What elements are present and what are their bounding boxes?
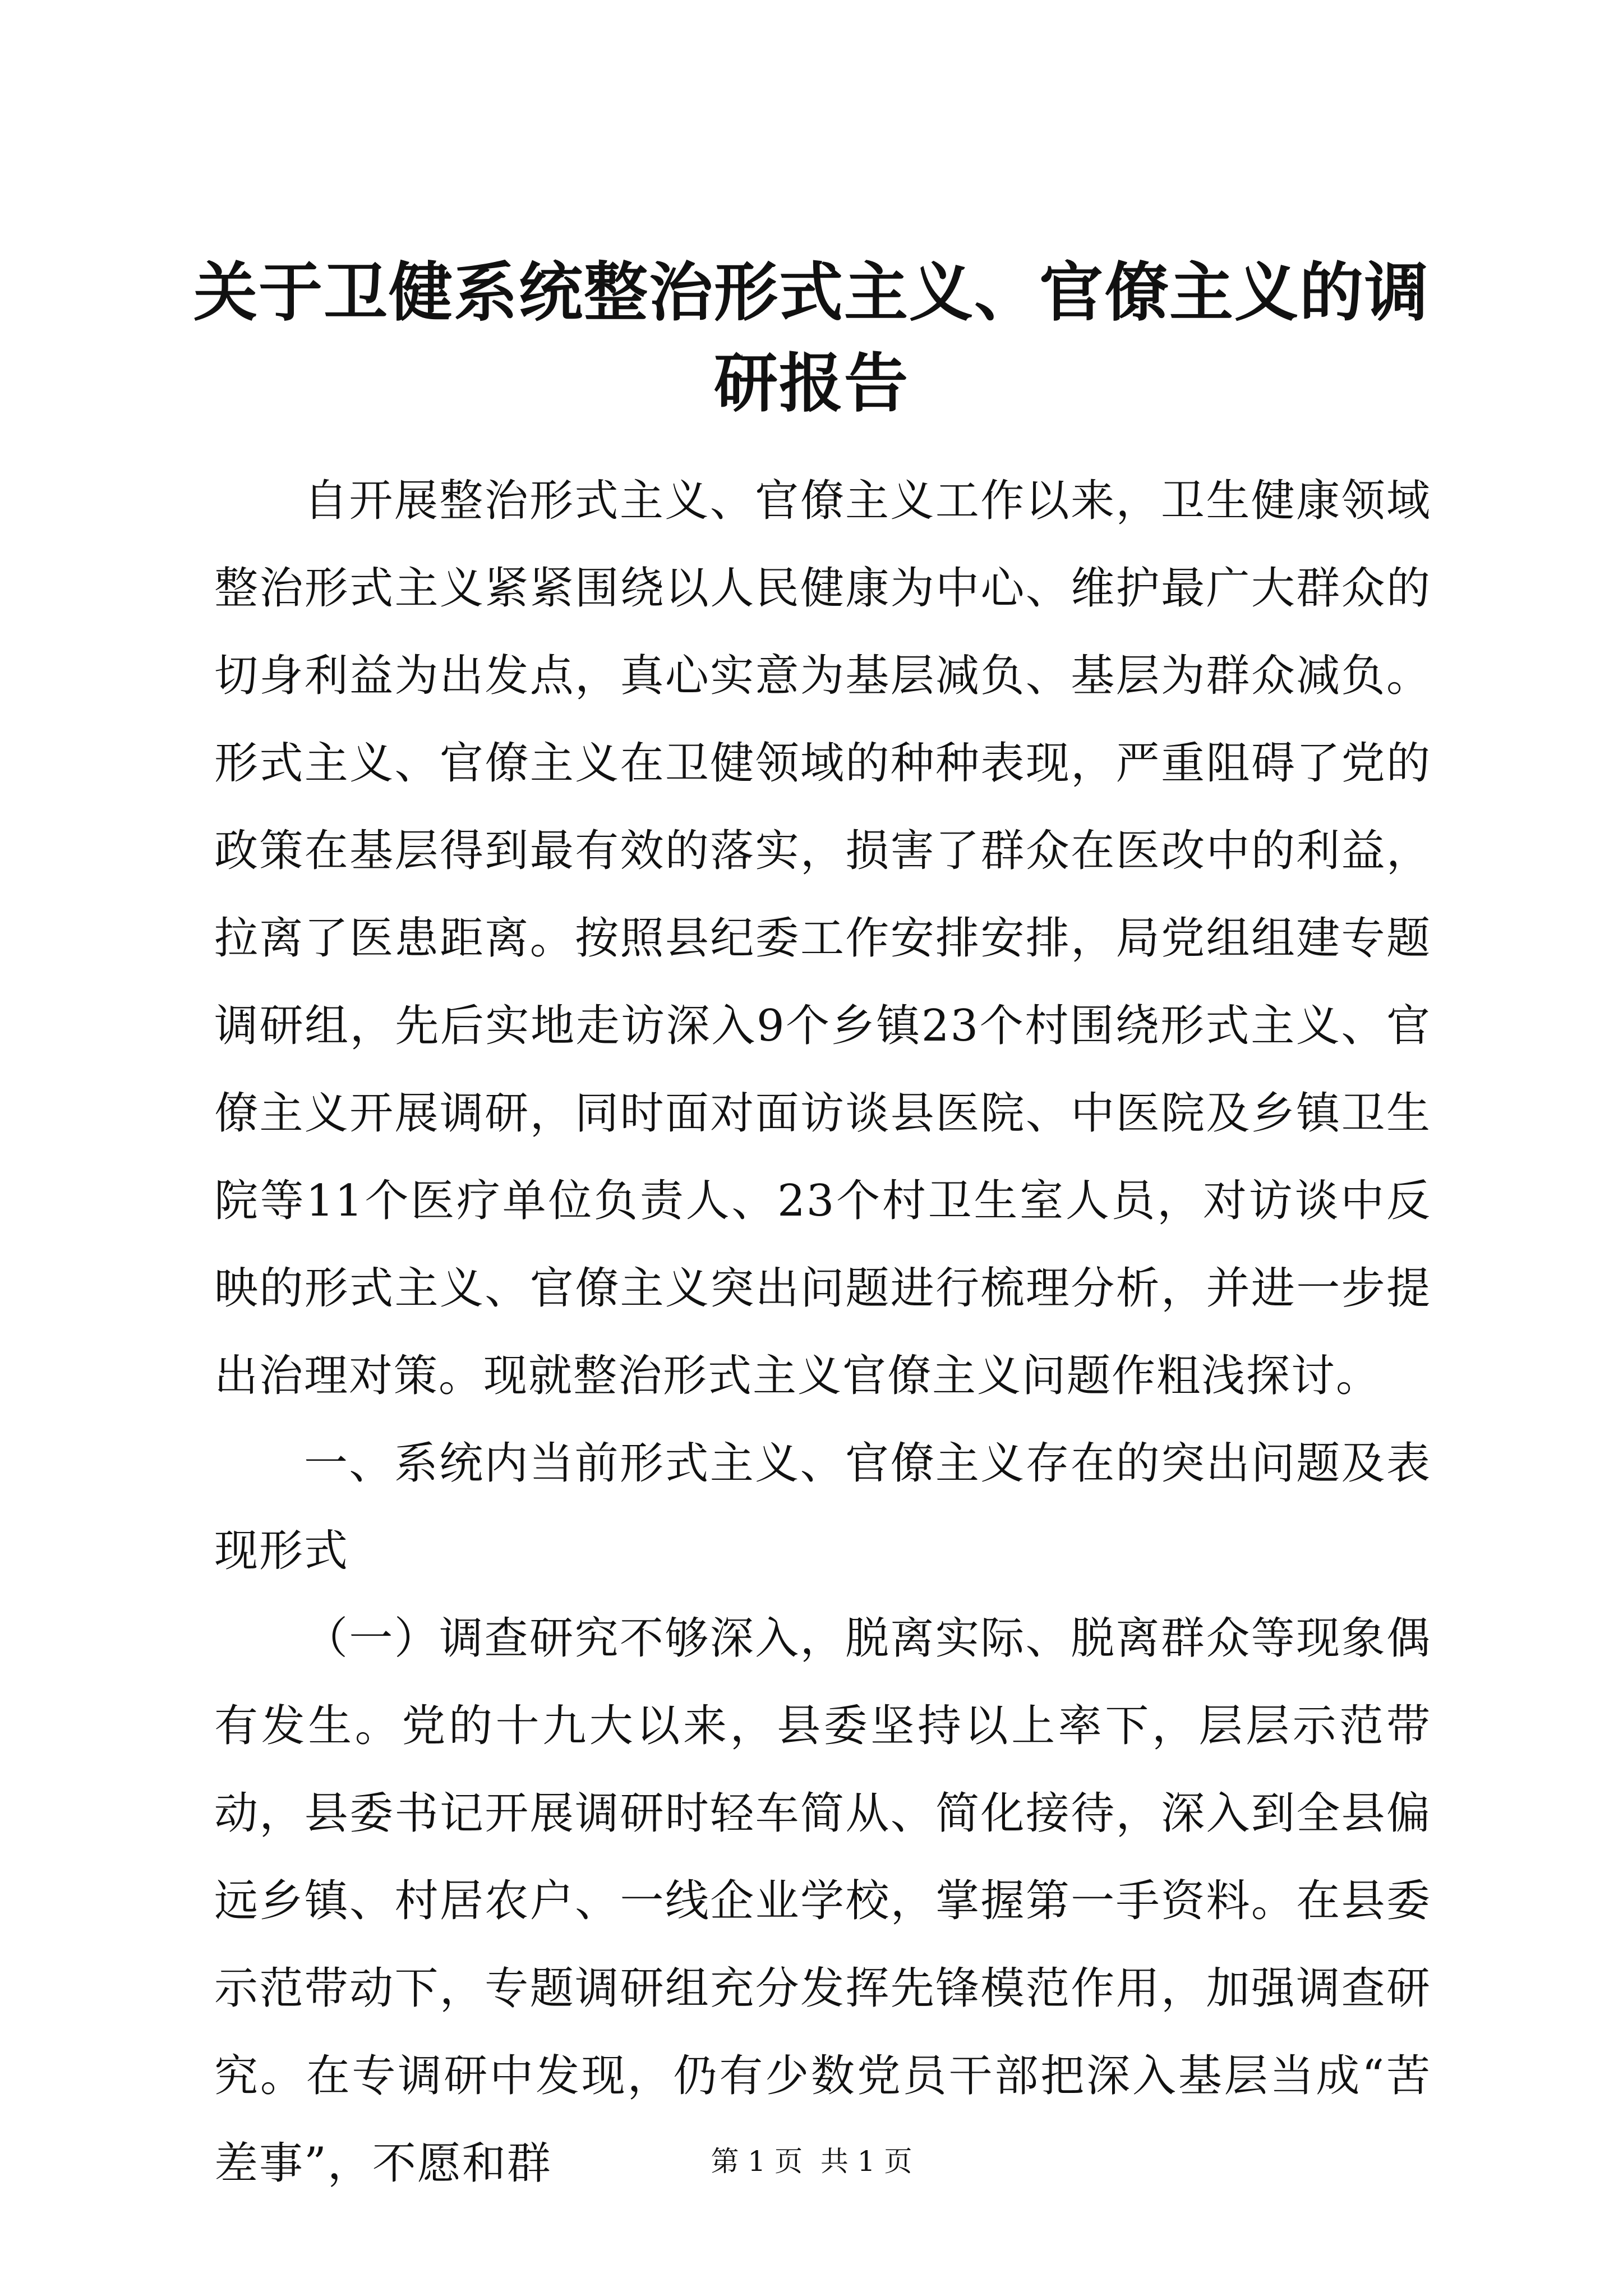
document-body	[214, 457, 1431, 2207]
document-title: 关于卫健系统整治形式主义、官僚主义的调研报告	[193, 255, 1430, 421]
body-paragraph: 自开展整治形式主义、官僚主义工作以来，卫生健康领域整治形式主义紧紧围绕以人民健康为中心、维护最广大群众的切身利益为出发点，真心实意为基层减负、基层为群众减负。形式主义、官僚主义在卫健领域的种种表现，严重阻碍了党的政策在基层得到最有效的落实，损害了群众在医改中的利益，拉离了医患距离。按照县纪委工作安排安排，局党组组建专题调研组，先后实地走访深入9个乡镇23个村围绕形式主义、官僚主义开展调研，同时面对面访谈县医院、中医院及乡镇卫生院等11个医疗单位负责人、23个村卫生室人员，对访谈中反映的形式主义、官僚主义突出问题进行梳理分析，并进一步提出治理对策。现就整治形式主义官僚主义问题作粗浅探讨。	[214, 476, 1431, 1401]
body-paragraph: （一）调查研究不够深入，脱离实际、脱离群众等现象偶有发生。党的十九大以来，县委坚持以上率下，层层示范带动，县委书记开展调研时轻车简从、简化接待，深入到全县偏远乡镇、村居农户、一线企业学校，掌握第一手资料。在县委示范带动下，专题调研组充分发挥先锋模范作用，加强调查研究。在专调研中发现，仍有少数党员干部把深入基层当成“苦差事”，不愿和群	[214, 1613, 1431, 2189]
section-heading: 一、系统内当前形式主义、官僚主义存在的突出问题及表现形式	[214, 1438, 1431, 1576]
page-footer: 第 1 页 共 1 页	[711, 2145, 912, 2178]
